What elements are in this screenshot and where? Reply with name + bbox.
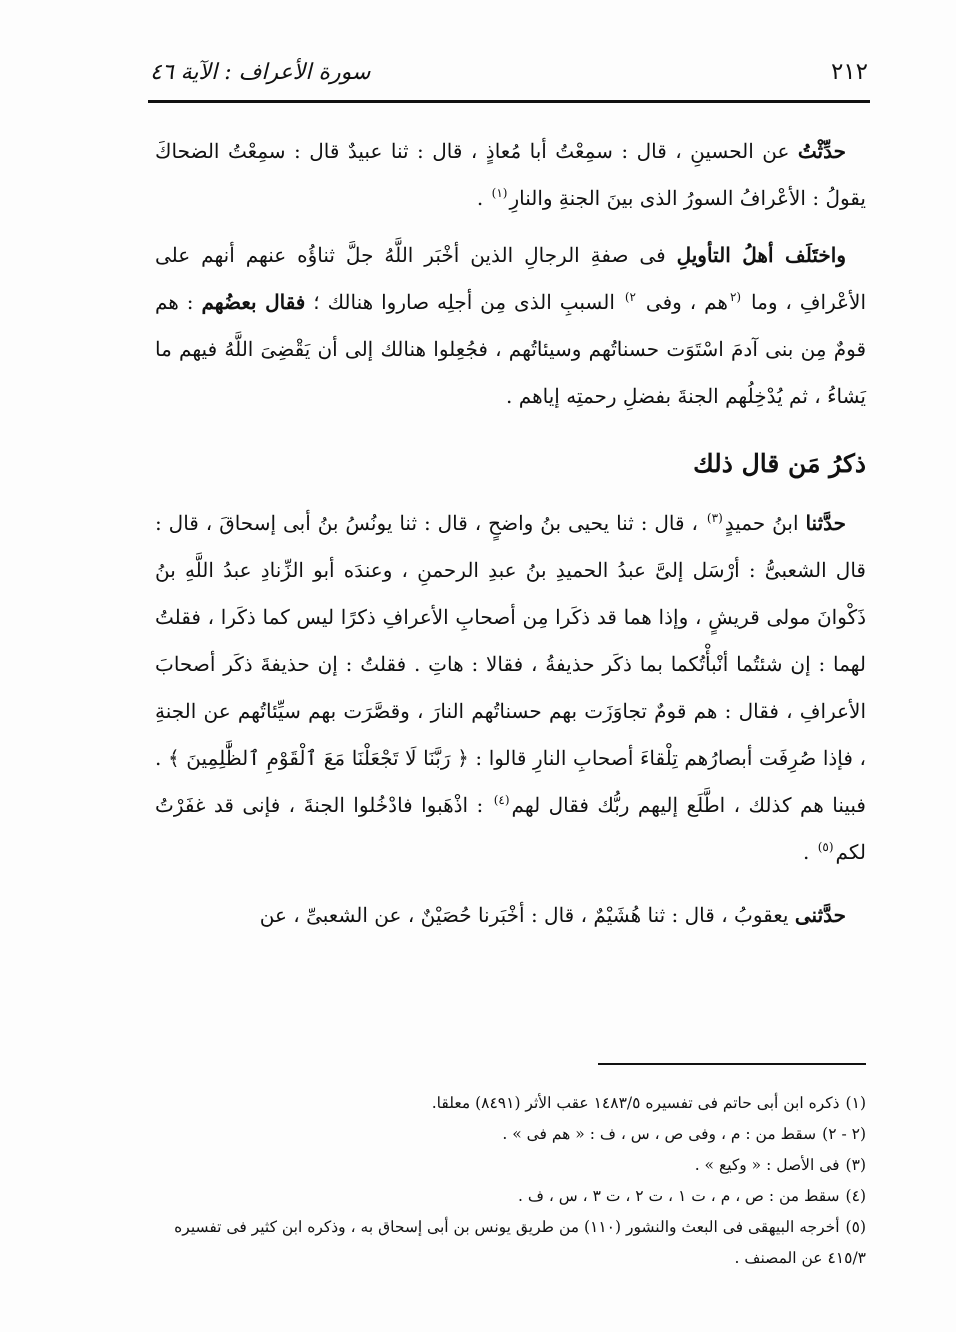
footnote-rule xyxy=(598,1063,866,1065)
paragraph-text: ابنُ حميدٍ xyxy=(724,511,799,535)
footnote-4 xyxy=(150,1181,866,1212)
footnote-ref-2-open: (٢ xyxy=(729,290,742,305)
paragraph-lead-secondary: فقال بعضُهم xyxy=(201,290,306,314)
footnote-2 xyxy=(150,1119,866,1150)
running-title: سورة الأعراف : الآية ٤٦ xyxy=(150,59,371,85)
paragraph-end: . xyxy=(803,840,810,864)
paragraph-text: ، قال : ثنا يحيى بنُ واضحٍ ، قال : ثنا يونُسُ بنُ أبى إسحاقَ ، قال : قال الشعبىُّ : أرْسَل إلىَّ عبدُ الحميدِ بنُ عبدِ الرحمنِ ، وعندَه أبو الزِّنادِ عبدُ اللَّهِ بنُ ذَكْوانَ مولى قريشٍ ، وإذا هما قد ذكَرا مِن أصحابِ الأعرافِ ذكرًا ليس كما ذكَرا ، فقلتُ لهما : إن شئتُما أنْبأْتُكما بما ذكَر حذيفةُ ، فقالا : هاتِ . فقلتُ : إن حذيفةَ ذكَر أصحابَ الأعرافِ ، فقال : هم قومٌ تجاوَزَت بهم حسناتُهم النارَ ، وقصَّرَت بهم سيِّئاتُهم عن الجنةِ ، فإذا صُرِفَت أبصارُهم تِلْقاءَ أصحابِ النارِ قالوا : xyxy=(155,511,867,770)
paragraph-1 xyxy=(155,128,866,222)
footnote-number: (١) xyxy=(845,1094,866,1112)
header-rule xyxy=(148,100,870,103)
paragraph-lead: حدَّثنا xyxy=(805,511,847,535)
paragraph-lead: واختَلَف أهلُ التأويلِ xyxy=(676,243,846,267)
footnote-ref-1: (١) xyxy=(491,186,508,201)
main-text xyxy=(155,128,866,939)
footnote-text: سقط من : م ، وفى ص ، س ، ف : « هم فى » . xyxy=(502,1125,817,1143)
footnote-text: ذكره ابن أبى حاتم فى تفسيره ١٤٨٣/٥ عقب الأثر (٨٤٩١) معلقا. xyxy=(431,1094,840,1112)
paragraph-text: فى صفةِ الرجالِ الذين أخْبَر اللَّهُ جلَّ ثناؤُه عنهم أنهم على الأعْرافِ ، وما xyxy=(155,243,867,314)
paragraph-text: : اذْهَبوا فادْخُلوا الجنةَ ، فإنى قد غفَرْتُ لكم xyxy=(155,793,866,864)
footnote-number: (٣) xyxy=(845,1156,866,1174)
footnotes xyxy=(150,1088,866,1274)
page-number: ٢١٢ xyxy=(830,59,868,85)
footnote-3 xyxy=(150,1150,866,1181)
footnote-text: فى الأصل : « وكيع » . xyxy=(694,1156,840,1174)
paragraph-text: عن الحسينِ ، قال : سمِعْتُ أبا مُعاذٍ ، قال : ثنا عبيدٌ قال : سمِعْتُ الضحاكَ يقولُ : الأعْرافُ السورُ الذى بينَ الجنةِ والنارِ xyxy=(155,139,866,210)
paragraph-text: . فبينا هم كذلك ، اطَّلَع إليهم ربُّك فقال لهم xyxy=(155,746,866,817)
footnote-number: (٤) xyxy=(845,1187,866,1205)
paragraph-2 xyxy=(155,232,866,420)
paragraph-text: هم ، وفى xyxy=(645,290,728,314)
paragraph-end: . xyxy=(476,186,484,210)
paragraph-text: : هم قومٌ مِن بنى آدمَ اسْتَوَت حسناتُهم وسيئاتُهم ، فجُعِلوا هنالك إلى أن يَقْضِىَ اللَّهُ فيهم ما يَشاءُ ، ثم يُدْخِلُهم الجنةَ بفضلِ رحمتِه إياهم . xyxy=(155,290,867,408)
footnote-ref-5: (٥) xyxy=(817,840,834,855)
footnote-text: سقط من : ص ، م ، ت ١ ، ت ٢ ، ت ٣ ، س ، ف . xyxy=(518,1187,840,1205)
quran-verse: ﴿ رَبَّنَا لَا تَجْعَلْنَا مَعَ ٱلْقَوْمِ ٱلظَّٰلِمِينَ ﴾ xyxy=(167,746,469,770)
paragraph-lead: حدَّثنى xyxy=(794,903,846,927)
footnote-5 xyxy=(150,1212,866,1274)
footnote-ref-3: (٣) xyxy=(706,511,723,526)
footnote-ref-2-close: ٢) xyxy=(624,290,636,305)
footnote-number: (٢ - ٢) xyxy=(822,1125,866,1143)
running-head xyxy=(150,52,868,92)
paragraph-3 xyxy=(155,500,866,876)
section-heading: ذكرُ مَن قال ذلك xyxy=(693,449,866,478)
paragraph-lead: حدِّثْتُ xyxy=(797,139,846,163)
paragraph-text: السببِ الذى مِن أجلِه صاروا هنالك ؛ xyxy=(313,290,615,314)
paragraph-text: يعقوبُ ، قال : ثنا هُشَيْمٌ ، قال : أخْبَرنا حُصَيْنٌ ، عن الشعبىِّ ، عن xyxy=(259,903,789,927)
footnote-ref-4: (٤) xyxy=(493,793,510,808)
footnote-number: (٥) xyxy=(845,1218,866,1236)
footnote-1 xyxy=(150,1088,866,1119)
paragraph-4 xyxy=(155,892,866,939)
footnote-text: أخرجه البيهقى فى البعث والنشور (١١٠) من طريق يونس بن أبى إسحاق به ، وذكره ابن كثير فى تفسيره ٤١٥/٣ عن المصنف . xyxy=(174,1218,866,1267)
